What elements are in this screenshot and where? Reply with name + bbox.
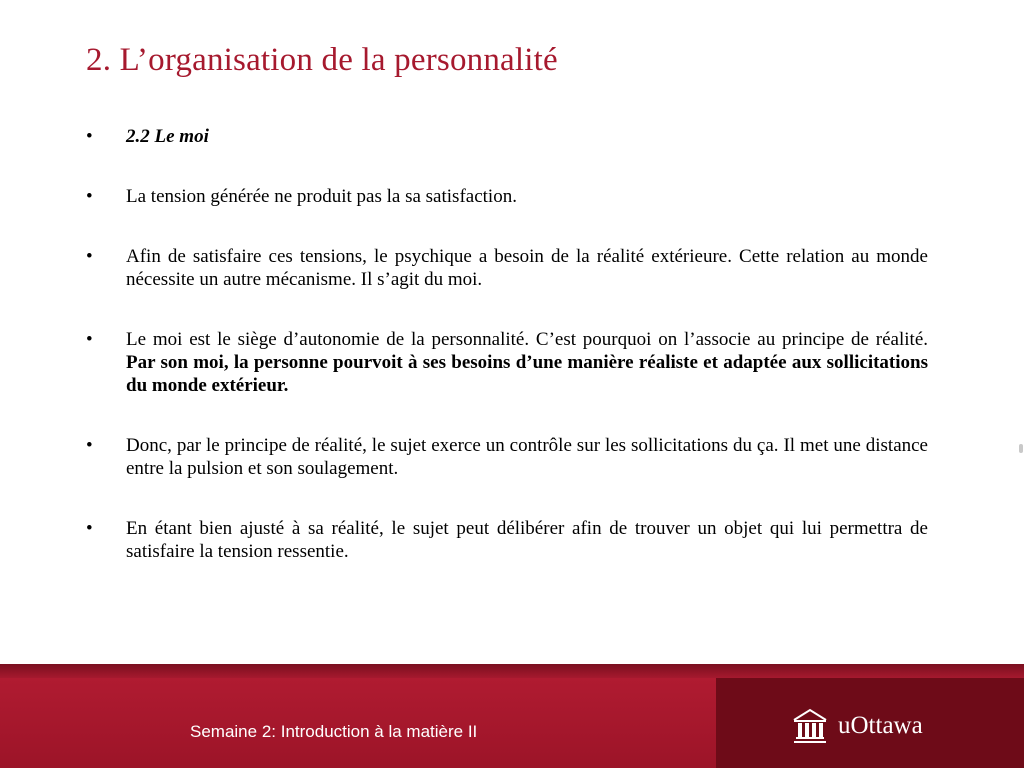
- bullet-item: [86, 517, 928, 563]
- edge-mark: [1019, 444, 1023, 453]
- bullet-text: Afin de satisfaire ces tensions, le psychique a besoin de la réalité extérieure. Cette relation au monde nécessite un autre mécanisme. Il s’agit du moi.: [126, 246, 928, 290]
- bullet-list: [86, 125, 928, 600]
- bullet-item: [86, 185, 928, 208]
- bullet-marker: •: [86, 186, 93, 207]
- bullet-marker: •: [86, 518, 93, 539]
- bullet-item: [86, 434, 928, 480]
- footer-top-stripe: [0, 664, 1024, 678]
- logo-text: uOttawa: [838, 712, 923, 739]
- bullet-marker: •: [86, 435, 93, 456]
- building-columns-icon: [792, 707, 828, 745]
- slide-title: 2. L’organisation de la personnalité: [86, 42, 558, 78]
- bullet-text: Donc, par le principe de réalité, le sujet exerce un contrôle sur les sollicitations du ça. Il met une distance entre la pulsion et son soulagement.: [126, 435, 928, 479]
- uottawa-logo: [792, 706, 923, 746]
- bullet-marker: •: [86, 329, 93, 350]
- bullet-text: La tension générée ne produit pas la sa satisfaction.: [126, 186, 517, 207]
- bullet-text: En étant bien ajusté à sa réalité, le sujet peut délibérer afin de trouver un objet qui lui permettra de satisfaire la tension ressentie.: [126, 518, 928, 562]
- bullet-marker: •: [86, 126, 93, 147]
- bullet-item: [86, 245, 928, 291]
- bullet-bold-text: Par son moi, la personne pourvoit à ses besoins d’une manière réaliste et adaptée aux sollicitations du monde extérieur.: [126, 352, 928, 396]
- course-label: Semaine 2: Introduction à la matière II: [190, 722, 478, 741]
- bullet-item: [86, 328, 928, 397]
- bullet-item: [86, 125, 928, 148]
- footer-bar: [0, 664, 1024, 768]
- bullet-text: Le moi est le siège d’autonomie de la personnalité. C’est pourquoi on l’associe au principe de réalité.: [126, 329, 928, 350]
- bullet-marker: •: [86, 246, 93, 267]
- section-heading: 2.2 Le moi: [126, 126, 209, 147]
- footer-band: [0, 678, 716, 768]
